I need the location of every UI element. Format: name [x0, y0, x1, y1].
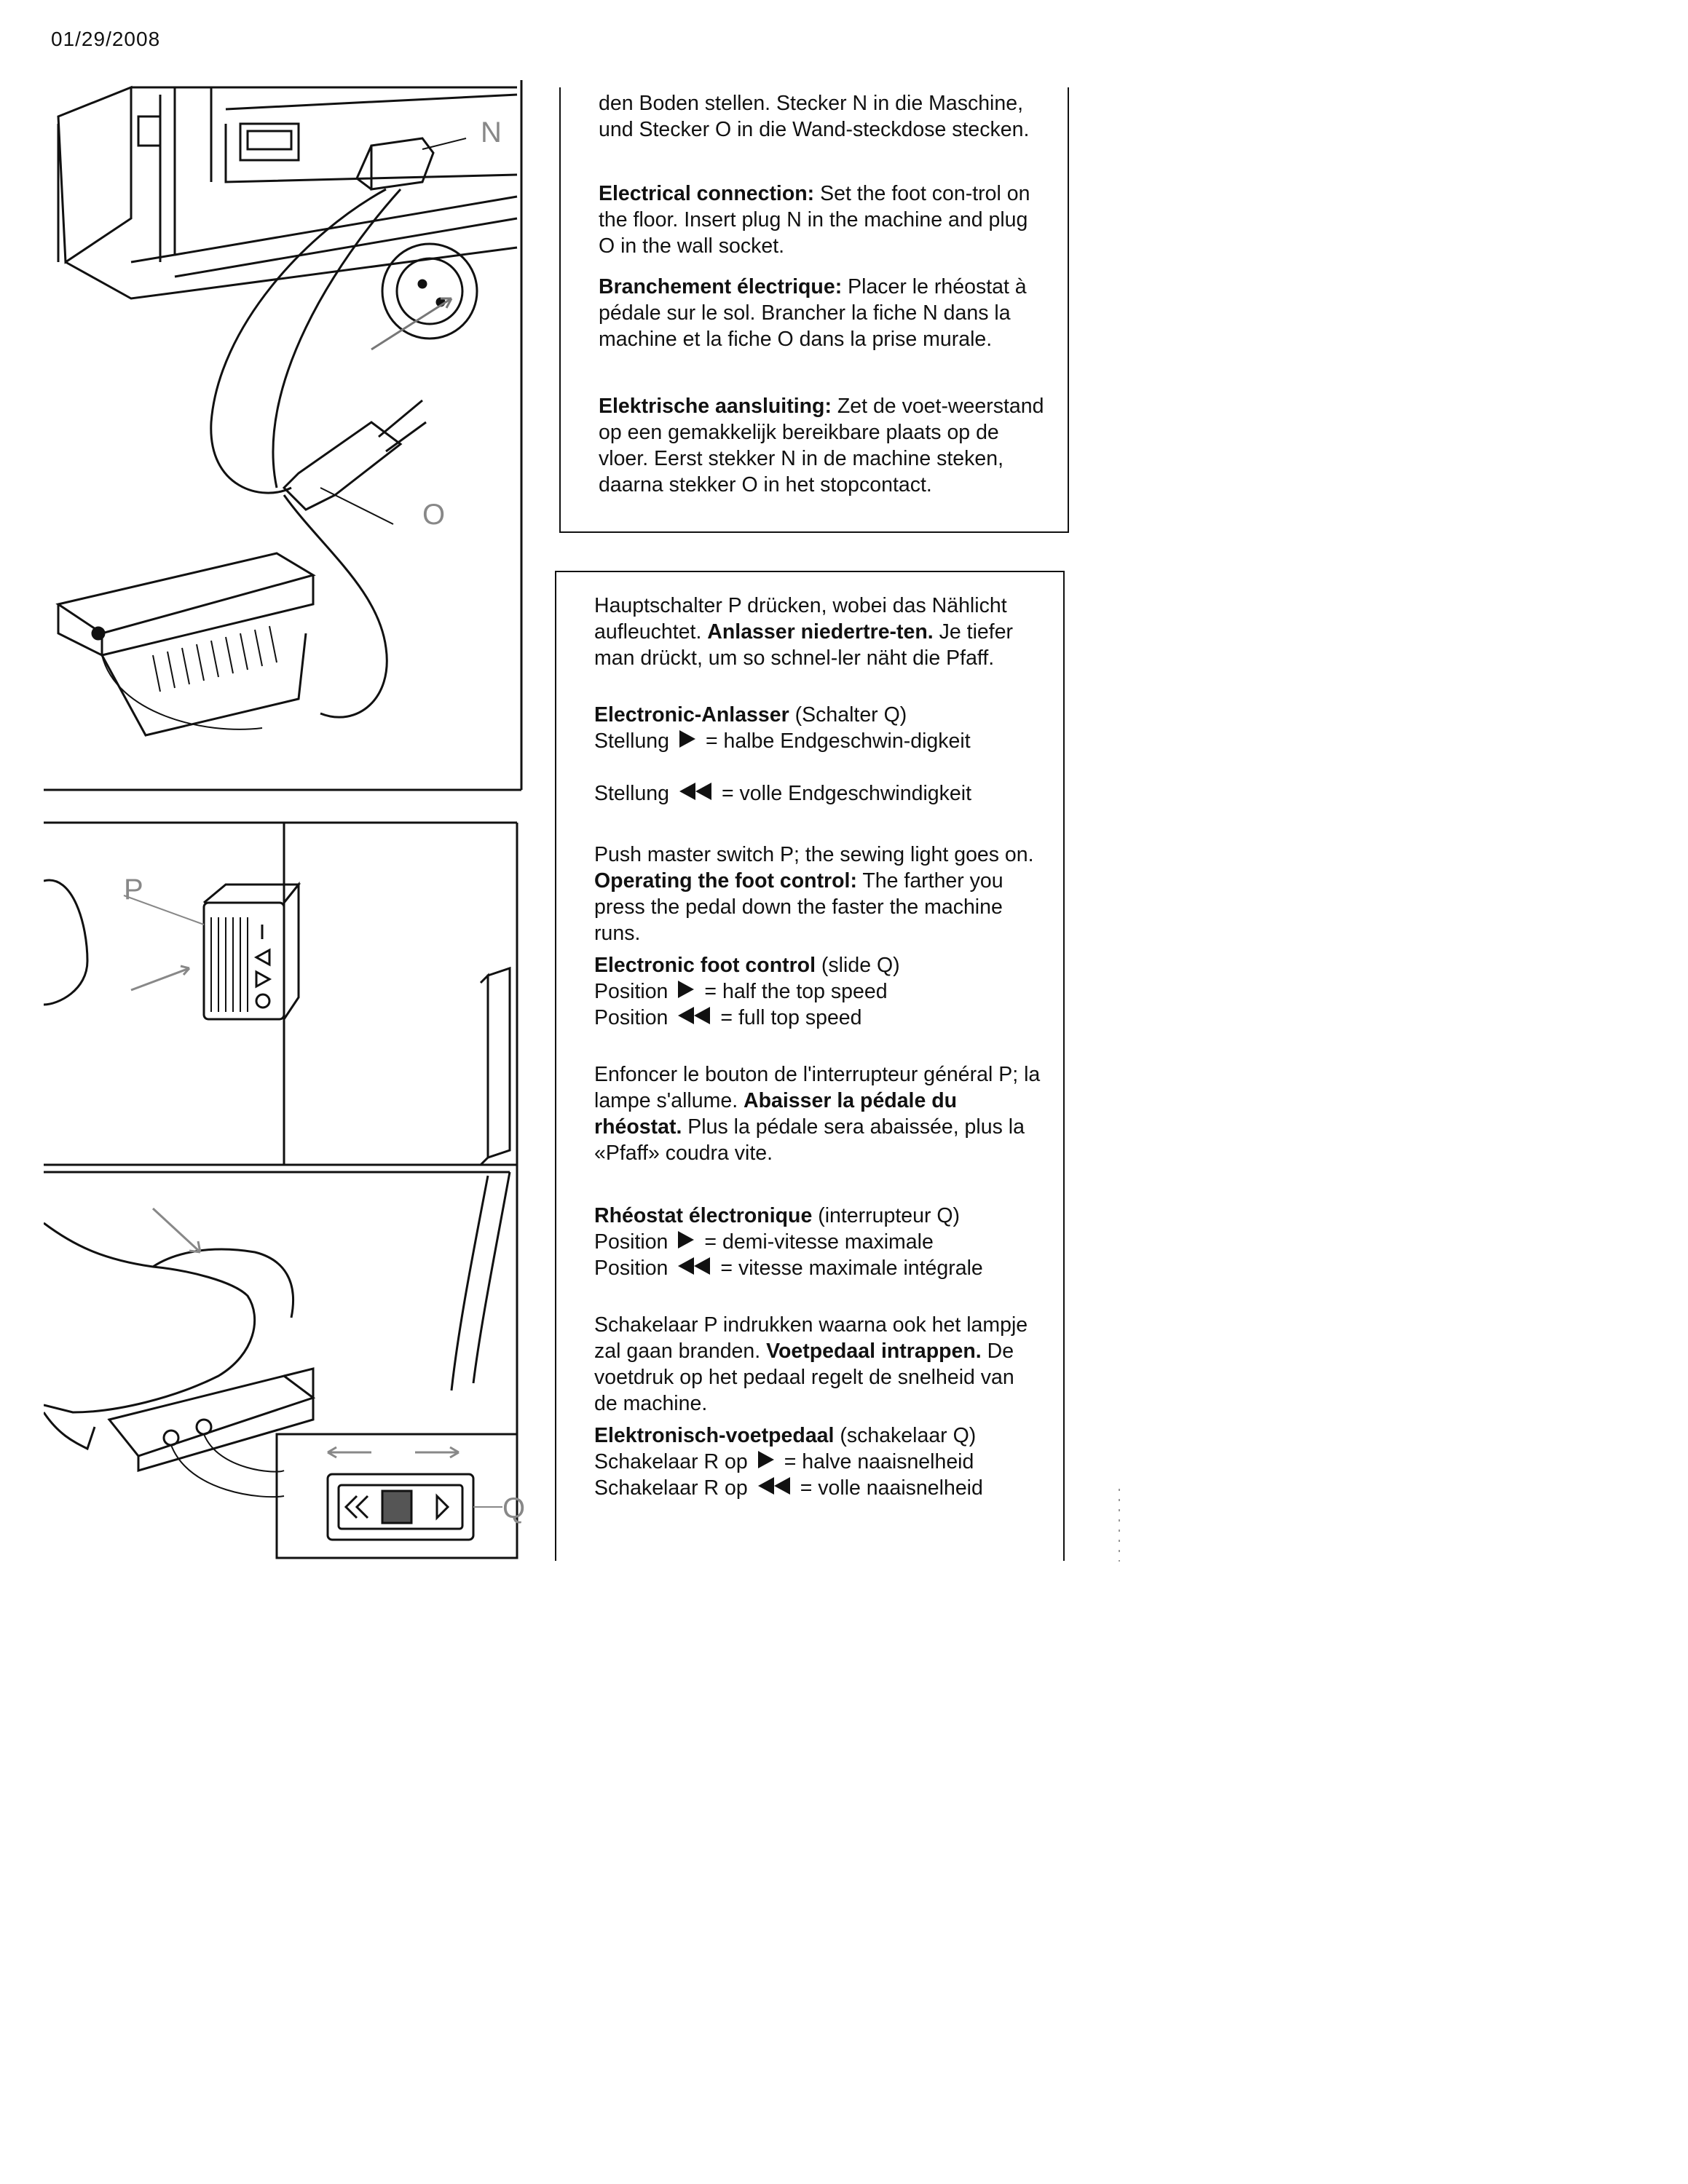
rewind-icon: [678, 1257, 710, 1275]
position-full-row: Position = full top speed: [594, 1006, 862, 1029]
play-icon: [678, 1231, 694, 1249]
position-half-row: Position = half the top speed: [594, 980, 888, 1003]
play-icon: [679, 730, 695, 748]
play-icon: [758, 1451, 774, 1468]
connection-en-text: Electrical connection: Set the foot con-trol on the floor. Insert plug N in the machine and plug O in the wall socket.: [599, 182, 1030, 258]
rewind-icon: [678, 1007, 710, 1024]
label-n: N: [481, 116, 502, 149]
foot-control-operation-box: [555, 571, 1065, 1561]
position-max-row: Position = vitesse maximale intégrale: [594, 1257, 983, 1280]
rewind-icon: [679, 783, 711, 800]
stellung-full-row: Stellung = volle Endgeschwindigkeit: [594, 782, 972, 805]
label-q: Q: [502, 1492, 526, 1524]
position-demi-row: Position = demi-vitesse maximale: [594, 1230, 934, 1254]
voetpedaal-heading: Elektronisch-voetpedaal (schakelaar Q): [594, 1424, 977, 1447]
schakelaar-half-row: Schakelaar R op = halve naaisnelheid: [594, 1450, 974, 1473]
anlasser-heading: Electronic-Anlasser (Schalter Q): [594, 703, 907, 727]
stellung-half-row: Stellung = halbe Endgeschwin-digkeit: [594, 729, 971, 753]
scan-dots: [1119, 1489, 1120, 1562]
operation-nl-text: Schakelaar P indrukken waarna ook het lampje zal gaan branden. Voetpedaal intrappen. De voetdruk op het pedaal regelt de snelheid van de machine.: [594, 1313, 1028, 1415]
page-date: 01/29/2008: [51, 28, 161, 50]
rewind-icon: [758, 1477, 790, 1495]
schakelaar-full-row: Schakelaar R op = volle naaisnelheid: [594, 1476, 983, 1500]
connection-de-text: den Boden stellen. Stecker N in die Maschine, und Stecker O in die Wand-steckdose stecken.: [599, 92, 1030, 141]
play-icon: [678, 981, 694, 998]
foot-control-connection-illustration: [44, 80, 539, 801]
operation-fr-text: Enfoncer le bouton de l'interrupteur général P; la lampe s'allume. Abaisser la pédale du rhéostat. Plus la pédale sera abaissée, plus la «Pfaff» coudra vite.: [594, 1063, 1041, 1165]
connection-nl-text: Elektrische aansluiting: Zet de voet-weerstand op een gemakkelijk bereikbare plaats op de vloer. Eerst stekker N in de machine steken, daarna stekker O in het stopcontact.: [599, 395, 1044, 496]
master-switch-and-pedal-illustration: [44, 815, 539, 1565]
operation-de-text: Hauptschalter P drücken, wobei das Nählicht aufleuchtet. Anlasser niedertre-ten. Je tiefer man drückt, um so schnel-ler näht die Pfaff.: [594, 594, 1014, 670]
connection-fr-text: Branchement électrique: Placer le rhéostat à pédale sur le sol. Brancher la fiche N dans la machine et la fiche O dans la prise murale.: [599, 275, 1027, 351]
foot-control-heading: Electronic foot control (slide Q): [594, 954, 900, 977]
label-o: O: [422, 499, 446, 531]
rheostat-heading: Rhéostat électronique (interrupteur Q): [594, 1204, 961, 1227]
electrical-connection-box: [559, 87, 1069, 533]
label-p: P: [124, 874, 143, 906]
operation-en-text: Push master switch P; the sewing light goes on. Operating the foot control: The farther you press the pedal down the faster the machine runs.: [594, 843, 1034, 945]
